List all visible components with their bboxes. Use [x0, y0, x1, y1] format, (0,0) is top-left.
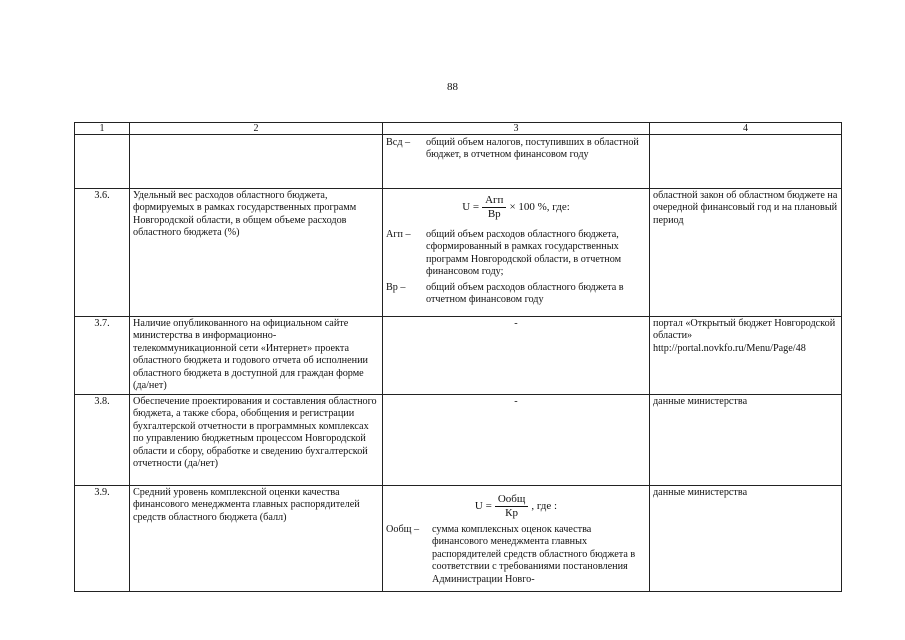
definition [386, 229, 646, 279]
calculation-cell: - [383, 317, 650, 395]
formula-fraction [482, 194, 506, 221]
calculation-cell [383, 189, 650, 317]
definition-symbol: Вр – [386, 281, 406, 293]
formula-lhs: U = [462, 201, 480, 214]
indicator-cell [130, 135, 383, 189]
definition [386, 524, 646, 586]
row-number: 3.7. [75, 317, 130, 395]
table-row [75, 317, 842, 395]
formula-denominator: Вр [487, 208, 501, 220]
calculation-cell [383, 135, 650, 189]
header-cell: 2 [130, 123, 383, 135]
definition-symbol: Всд – [386, 137, 411, 148]
formula-fraction [495, 493, 529, 520]
definition-text: общий объем налогов, поступивших в областной бюджет, в отчетном финансовом году [426, 137, 639, 161]
indicator-table [74, 122, 842, 592]
definition-text: общий объем расходов областного бюджета, сформированный в рамках государственных программ Новгородской области, в отчетном финансовом году; [426, 229, 622, 278]
formula [386, 194, 646, 221]
header-cell: 1 [75, 123, 130, 135]
formula-tail: , где : [531, 500, 558, 513]
formula-numerator: Ообщ [495, 493, 529, 507]
indicator-cell: Наличие опубликованного на официальном сайте министерства в информационно-телекоммуникационной сети «Интернет» проекта областного бюджета и годового отчета об исполнении областного бюджета в доступной для граждан форме (да/нет) [130, 317, 383, 395]
source-cell: данные министерства [650, 486, 842, 592]
table-row [75, 189, 842, 317]
indicator-cell: Обеспечение проектирования и составления областного бюджета, а также сбора, обобщения и регистрации бухгалтерской отчетности в программных комплексах по управлению бюджетным процессом Новгородской области и сбору, обработке и сведению бухгалтерской отчетности (да/нет) [130, 395, 383, 486]
definition-symbol: Ообщ – [386, 524, 420, 535]
definition-symbol: Агп – [386, 229, 411, 240]
source-cell: портал «Открытый бюджет Новгородской области» http://portal.novkfo.ru/Menu/Page/48 [650, 317, 842, 395]
definition [386, 282, 646, 307]
formula-tail: × 100 %, где: [509, 201, 570, 214]
formula [386, 493, 646, 520]
row-number [75, 135, 130, 189]
page-number: 88 [447, 81, 458, 93]
table-row [75, 135, 842, 189]
calculation-cell: - [383, 395, 650, 486]
definition [386, 137, 646, 162]
source-cell: данные министерства [650, 395, 842, 486]
row-number: 3.6. [75, 189, 130, 317]
definition-text: общий объем расходов областного бюджета в отчетном финансовом году [426, 281, 624, 306]
formula-denominator: Кр [505, 507, 518, 519]
indicator-cell: Средний уровень комплексной оценки качества финансового менеджмента главных распорядителей средств областного бюджета (балл) [130, 486, 383, 592]
indicator-cell: Удельный вес расходов областного бюджета, формируемых в рамках государственных программ Новгородской области, в общем объеме расходов областного бюджета (%) [130, 189, 383, 317]
calculation-cell [383, 486, 650, 592]
table-row [75, 486, 842, 592]
source-cell: областной закон об областном бюджете на очередной финансовый год и на плановый период [650, 189, 842, 317]
formula-lhs: U = [474, 500, 492, 513]
table-header-row [75, 123, 842, 135]
table-row [75, 395, 842, 486]
definition-text: сумма комплексных оценок качества финансового менеджмента главных распорядителей средств областного бюджета в соответствии с требованиями постановления Администрации Новго- [432, 524, 636, 585]
header-cell: 3 [383, 123, 650, 135]
formula-numerator: Агп [482, 194, 506, 208]
row-number: 3.9. [75, 486, 130, 592]
header-cell: 4 [650, 123, 842, 135]
source-cell [650, 135, 842, 189]
row-number: 3.8. [75, 395, 130, 486]
